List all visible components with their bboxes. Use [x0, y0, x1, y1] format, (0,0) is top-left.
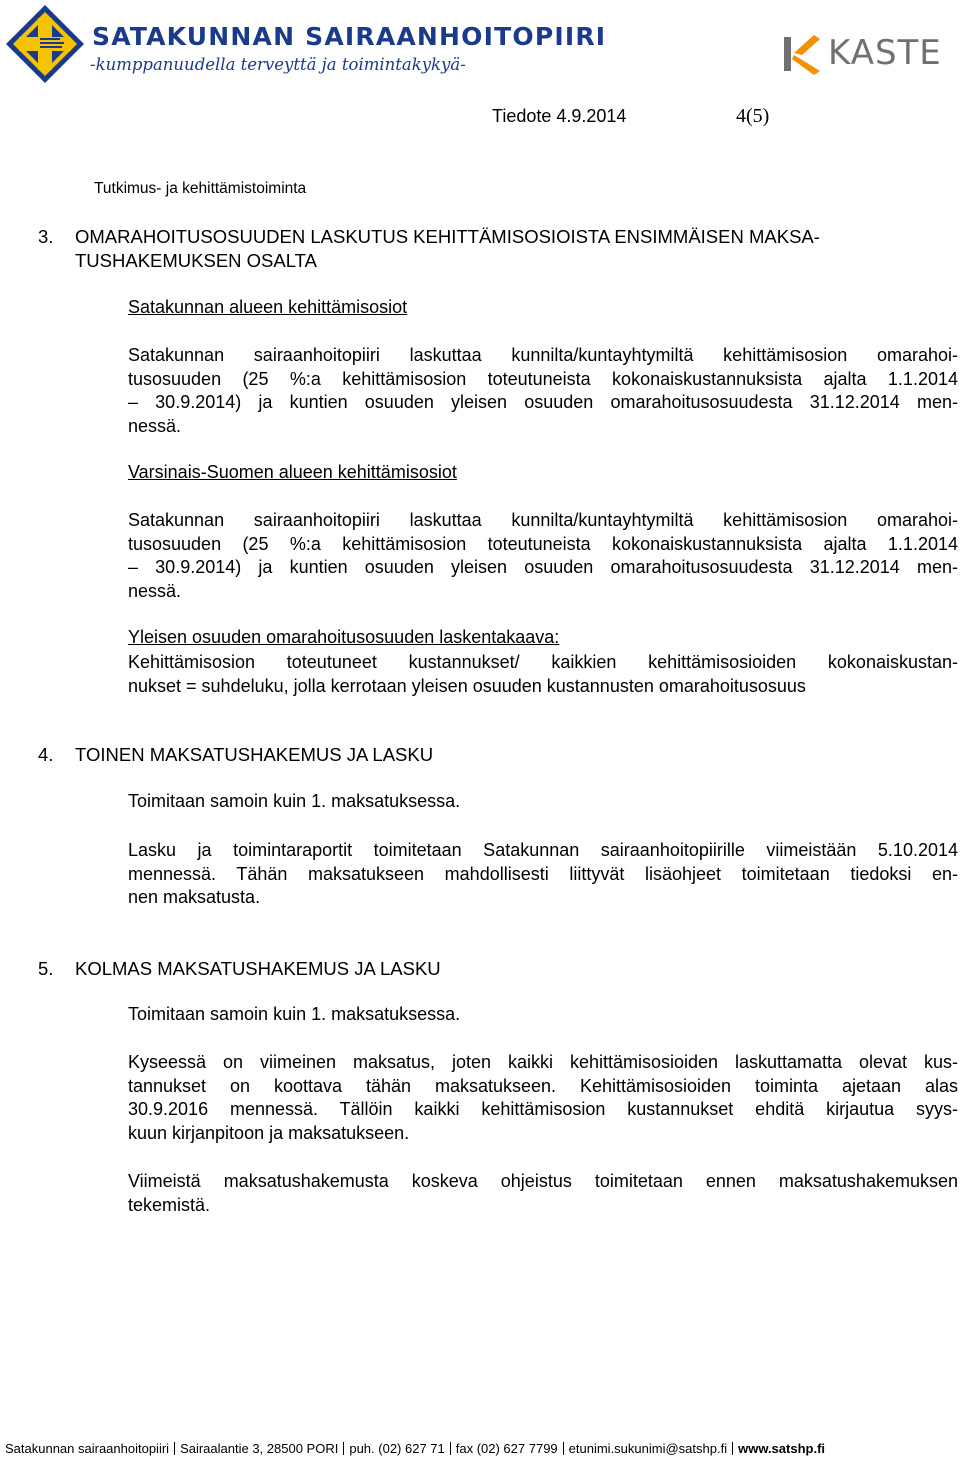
footer-email[interactable]: etunimi.sukunimi@satshp.fi [568, 1441, 728, 1456]
paragraph-line: tekemistä. [128, 1194, 211, 1215]
section-4-number: 4. [38, 744, 54, 765]
paragraph-line: – 30.9.2014) ja kuntien osuuden yleisen osuuden omarahoitusosuudesta 31.12.2014 men- [128, 557, 958, 577]
footer-separator [450, 1442, 451, 1455]
paragraph-line: tusosuuden (25 %:a kehittämisosion toteutuneista kokonaiskustannuksista ajalta 1.1.2014 [128, 368, 958, 389]
paragraph-line: Satakunnan sairaanhoitopiiri laskuttaa kunnilta/kuntayhtymiltä kehittämisosion omarahoi- [128, 510, 958, 530]
department-name: Tutkimus- ja kehittämistoiminta [94, 180, 307, 197]
paragraph-line: tannukset on koottava tähän maksatukseen. Kehittämisosioiden toiminta ajetaan alas [128, 1075, 958, 1096]
paragraph-line: 30.9.2016 mennessä. Tällöin kaikki kehittämisosion kustannukset ehditä kirjautua syys- [128, 1099, 958, 1119]
section-4-line: Toimitaan samoin kuin 1. maksatuksessa. [128, 791, 461, 811]
footer-address: Sairaalantie 3, 28500 PORI [180, 1441, 339, 1456]
section-5-number: 5. [38, 958, 54, 979]
section-3-title-line1: OMARAHOITUSOSUUDEN LASKUTUS KEHITTÄMISOSIOISTA ENSIMMÄISEN MAKSA- [75, 226, 820, 247]
paragraph-line: Lasku ja toimintaraportit toimitetaan Satakunnan sairaanhoitopiirille viimeistään 5.10.2014 [128, 840, 958, 860]
paragraph-section-5-b [128, 1170, 958, 1217]
paragraph-line: Kyseessä on viimeinen maksatus, joten kaikki kehittämisosioiden laskuttamatta olevat kus- [128, 1052, 958, 1072]
paragraph-section-5-a [128, 1051, 958, 1145]
paragraph-line: nukset = suhdeluku, jolla kerrotaan yleisen osuuden kustannusten omarahoitusosuus [128, 675, 806, 696]
organization-slogan: -kumppanuudella terveyttä ja toimintakykyä- [90, 55, 466, 74]
paragraph-line: nen maksatusta. [128, 887, 261, 907]
subheading-formula: Yleisen osuuden omarahoitusosuuden laskentakaava: [128, 627, 560, 647]
paragraph-line: Kehittämisosion toteutuneet kustannukset/ kaikkien kehittämisosioiden kokonaiskustan- [128, 652, 958, 672]
hospital-district-logo-icon [5, 4, 85, 84]
paragraph-line: – 30.9.2014) ja kuntien osuuden yleisen osuuden omarahoitusosuudesta 31.12.2014 men- [128, 392, 958, 412]
section-3-title-line2: TUSHAKEMUKSEN OSALTA [75, 250, 317, 271]
subheading-satakunta: Satakunnan alueen kehittämisosiot [128, 297, 408, 317]
organization-name: SATAKUNNAN SAIRAANHOITOPIIRI [92, 22, 607, 51]
kaste-logo-text: KASTE [828, 33, 942, 73]
subheading-varsinais-suomi: Varsinais-Suomen alueen kehittämisosiot [128, 462, 457, 482]
paragraph-line: Satakunnan sairaanhoitopiiri laskuttaa kunnilta/kuntayhtymiltä kehittämisosion omarahoi- [128, 345, 958, 365]
paragraph-line: mennessä. Tähän maksatukseen mahdollisesti liittyvät lisäohjeet toimitetaan tiedoksi en- [128, 863, 958, 884]
paragraph-line: nessä. [128, 415, 182, 436]
section-5-title: KOLMAS MAKSATUSHAKEMUS JA LASKU [75, 958, 441, 979]
footer-organization: Satakunnan sairaanhoitopiiri [5, 1441, 170, 1456]
paragraph-line: nessä. [128, 580, 182, 601]
paragraph-line: Viimeistä maksatushakemusta koskeva ohjeistus toimitetaan ennen maksatushakemuksen [128, 1171, 958, 1191]
section-4-title: TOINEN MAKSATUSHAKEMUS JA LASKU [75, 744, 434, 765]
footer-fax: fax (02) 627 7799 [455, 1441, 558, 1456]
paragraph-satakunta [128, 344, 958, 438]
page-number: 4(5) [736, 105, 770, 127]
section-3-number: 3. [38, 226, 54, 247]
bulletin-date: Tiedote 4.9.2014 [492, 106, 627, 126]
paragraph-formula [128, 651, 958, 698]
paragraph-line: kuun kirjanpitoon ja maksatukseen. [128, 1122, 410, 1143]
page-footer [5, 1441, 825, 1456]
footer-phone: puh. (02) 627 71 [349, 1441, 445, 1456]
paragraph-varsinais-suomi [128, 509, 958, 603]
footer-separator [563, 1442, 564, 1455]
section-5-line: Toimitaan samoin kuin 1. maksatuksessa. [128, 1004, 461, 1024]
paragraph-section-4 [128, 839, 958, 910]
footer-separator [343, 1442, 344, 1455]
footer-separator [732, 1442, 733, 1455]
footer-separator [174, 1442, 175, 1455]
paragraph-line: tusosuuden (25 %:a kehittämisosion toteutuneista kokonaiskustannuksista ajalta 1.1.2014 [128, 533, 958, 554]
kaste-logo-icon [780, 33, 824, 75]
footer-website-link[interactable]: www.satshp.fi [738, 1441, 826, 1456]
